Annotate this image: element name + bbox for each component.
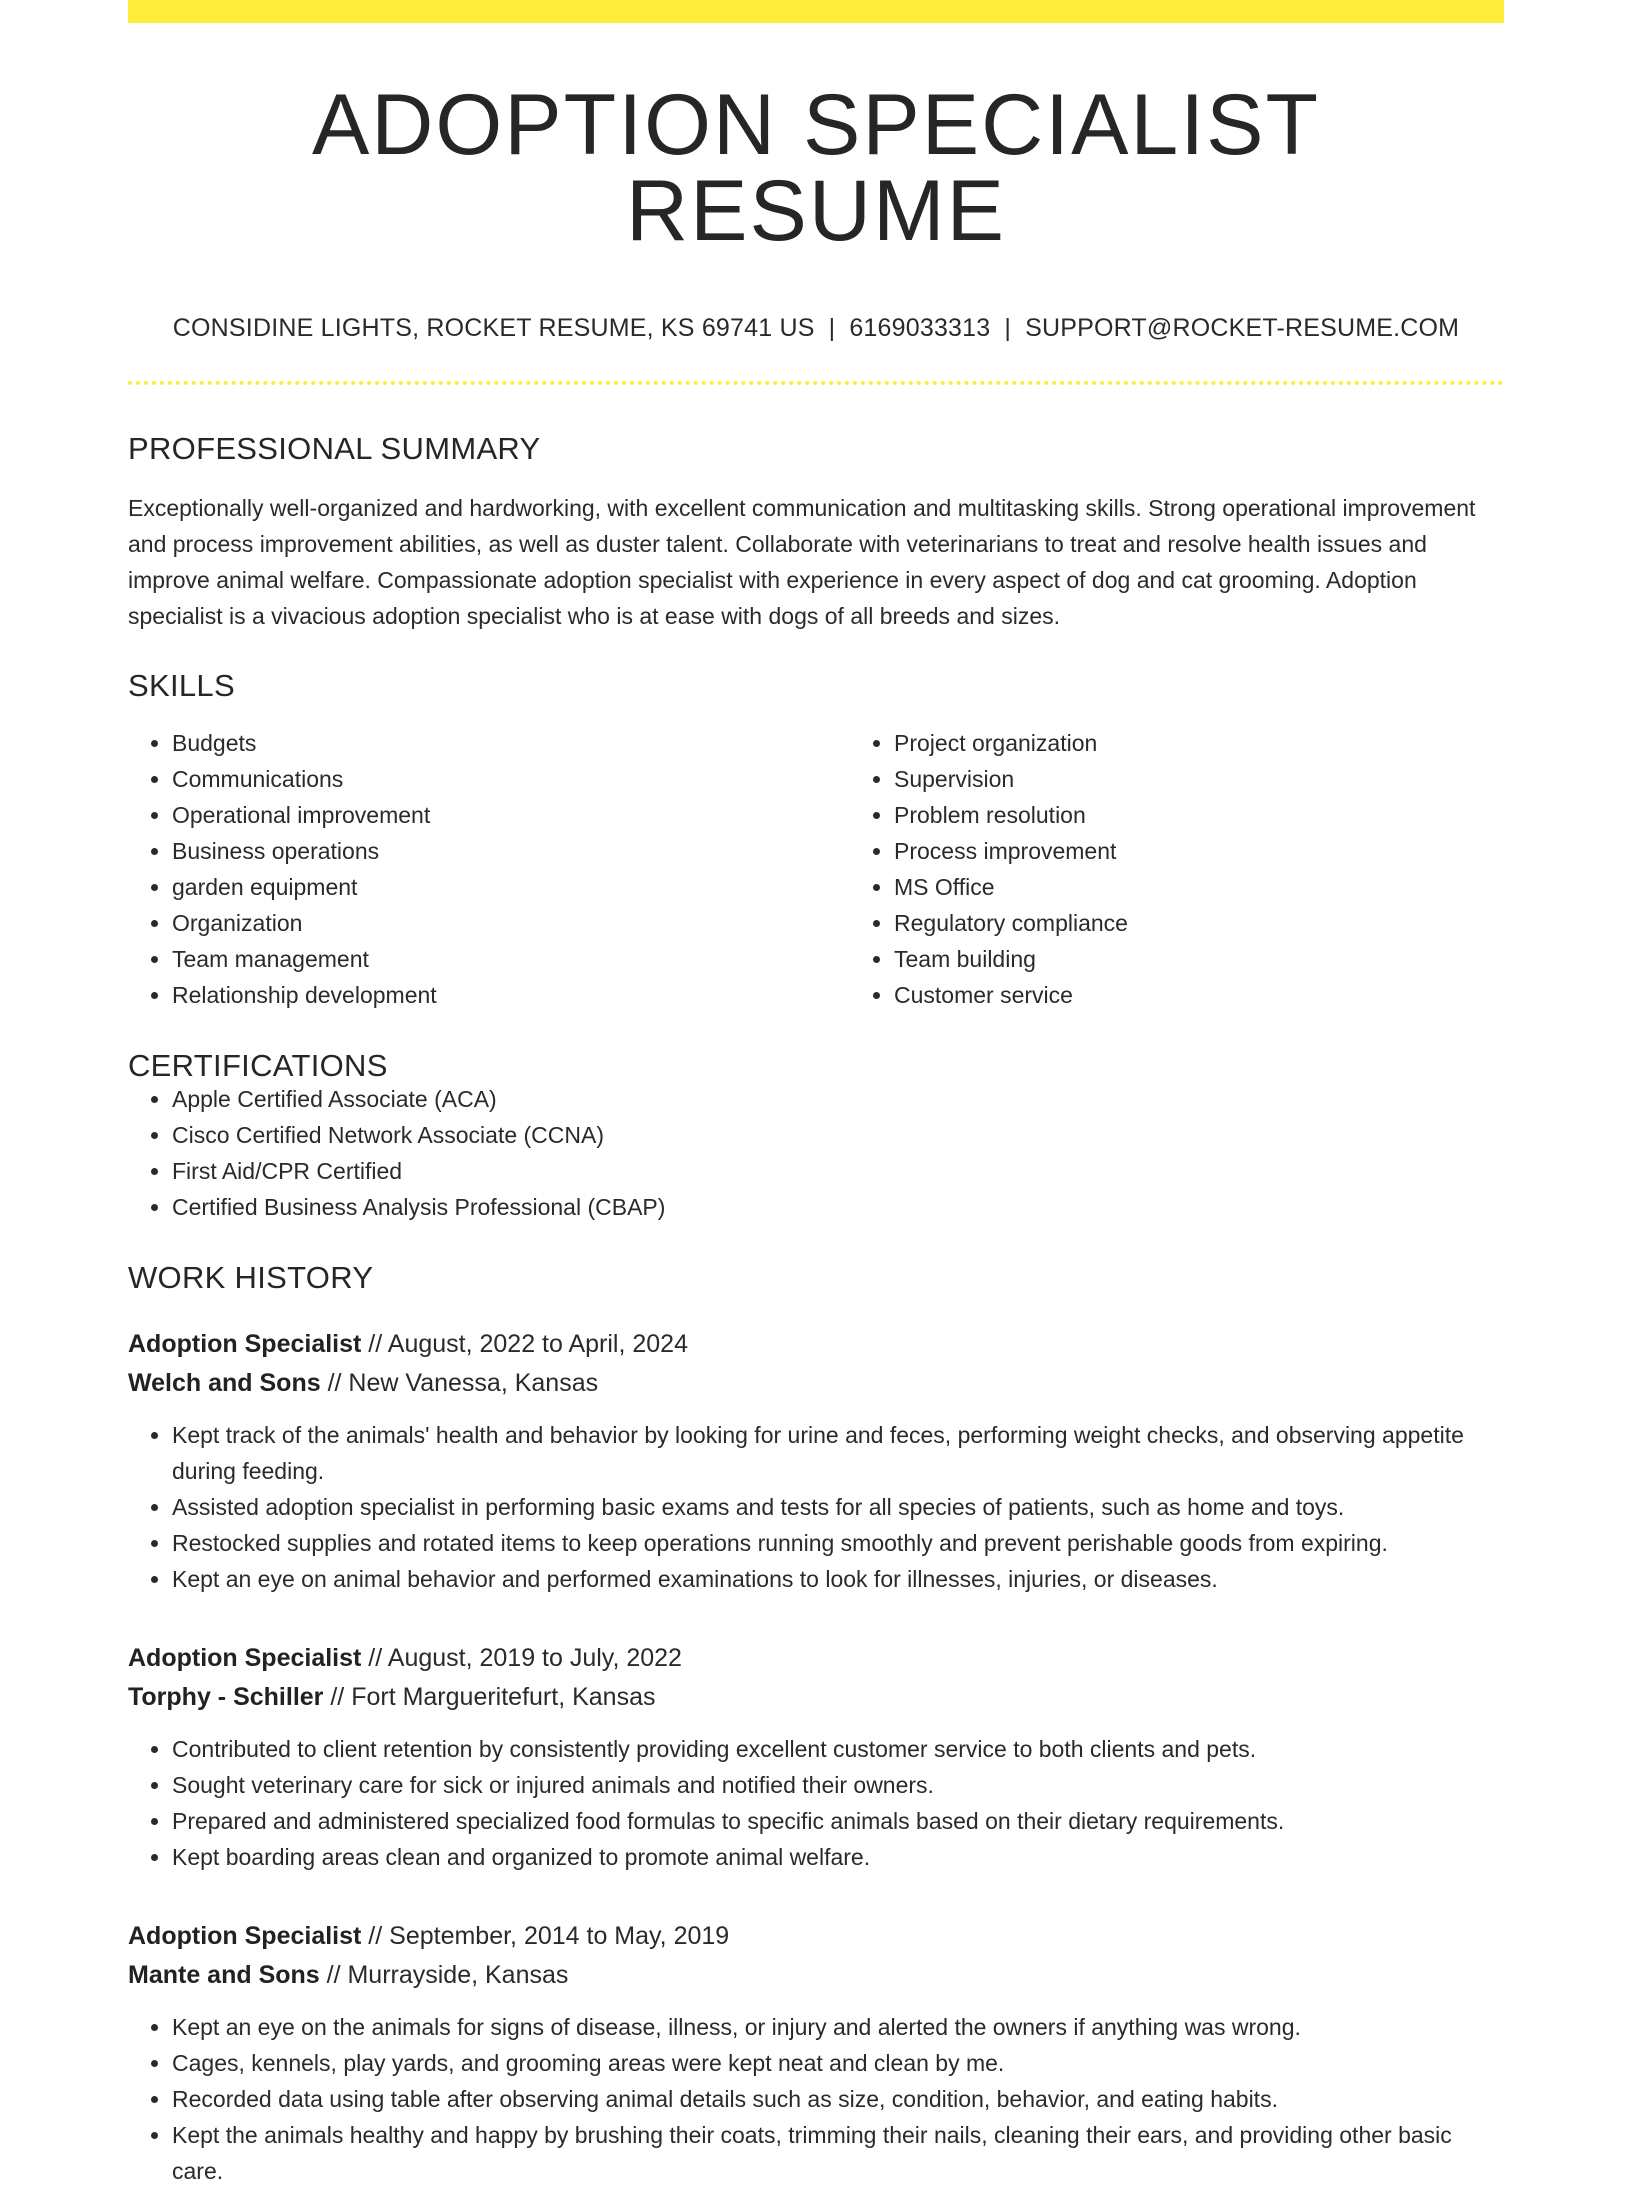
certification-item: • Cisco Certified Network Associate (CCNA) [172, 1117, 1504, 1153]
skill-item: • Project organization [894, 725, 1572, 761]
job-company: Welch and Sons [128, 1369, 321, 1397]
job-title-line [128, 1639, 1504, 1678]
skill-item: • Organization [172, 905, 850, 941]
page-title: ADOPTION SPECIALIST RESUME [311, 77, 1321, 259]
job-duty-item: • Kept an eye on animal behavior and performed examinations to look for illnesses, injuries, or diseases. [172, 1561, 1504, 1597]
job-title: Adoption Specialist [128, 1922, 362, 1950]
contact-line [128, 316, 1504, 341]
job-duty-item: • Assisted adoption specialist in performing basic exams and tests for all species of patients, such as home and toys. [172, 1489, 1504, 1525]
contact-email: SUPPORT@ROCKET-RESUME.COM [1025, 314, 1460, 342]
certifications-section [128, 1050, 1504, 1225]
skills-list-right [850, 725, 1572, 1013]
certifications-heading: CERTIFICATIONS [128, 1048, 388, 1083]
contact-separator: | [1004, 314, 1012, 342]
skill-item: • Supervision [894, 761, 1572, 797]
skill-item: • MS Office [894, 869, 1572, 905]
job-dates: // August, 2022 to April, 2024 [361, 1330, 688, 1358]
work-history-section [128, 1262, 1504, 2189]
summary-heading: PROFESSIONAL SUMMARY [128, 431, 541, 466]
skill-item: • Communications [172, 761, 850, 797]
skill-item: • Team building [894, 941, 1572, 977]
job-dates: // September, 2014 to May, 2019 [361, 1922, 730, 1950]
skills-columns [128, 725, 1504, 1013]
job-duty-item: • Kept track of the animals' health and behavior by looking for urine and feces, performing weight checks, and observing appetite during feeding. [172, 1417, 1504, 1489]
job-duty-item: • Contributed to client retention by consistently providing excellent customer service to both clients and pets. [172, 1731, 1504, 1767]
job-title-line [128, 1917, 1504, 1956]
top-accent-bar [128, 0, 1504, 23]
job-location: // Fort Margueritefurt, Kansas [323, 1683, 656, 1711]
skill-item: • Problem resolution [894, 797, 1572, 833]
job-duty-item: • Kept boarding areas clean and organized to promote animal welfare. [172, 1839, 1504, 1875]
skill-item: • garden equipment [172, 869, 850, 905]
summary-section [128, 433, 1504, 634]
skills-heading: SKILLS [128, 668, 235, 703]
skill-item: • Team management [172, 941, 850, 977]
job-duty-item: • Kept the animals healthy and happy by brushing their coats, trimming their nails, cleaning their ears, and providing other basic care. [172, 2117, 1504, 2189]
job-company-line [128, 1364, 1504, 1403]
job-duty-item: • Prepared and administered specialized food formulas to specific animals based on their dietary requirements. [172, 1803, 1504, 1839]
job-company-line [128, 1678, 1504, 1717]
job-title: Adoption Specialist [128, 1644, 362, 1672]
job-company: Mante and Sons [128, 1961, 320, 1989]
skill-item: • Operational improvement [172, 797, 850, 833]
certifications-list [128, 1081, 1504, 1225]
contact-phone: 6169033313 [849, 314, 991, 342]
job-duty-item: • Kept an eye on the animals for signs of disease, illness, or injury and alerted the owners if anything was wrong. [172, 2009, 1504, 2045]
resume-page [128, 0, 1504, 2189]
skills-section [128, 670, 1504, 1013]
certification-item: • Apple Certified Associate (ACA) [172, 1081, 1504, 1117]
job-company: Torphy - Schiller [128, 1683, 324, 1711]
job-duties-list [128, 1417, 1504, 1597]
certification-item: • Certified Business Analysis Professional (CBAP) [172, 1189, 1504, 1225]
skill-item: • Business operations [172, 833, 850, 869]
job-duty-item: • Recorded data using table after observing animal details such as size, condition, behavior, and eating habits. [172, 2081, 1504, 2117]
skill-item: • Regulatory compliance [894, 905, 1572, 941]
work-history-heading: WORK HISTORY [128, 1260, 374, 1295]
contact-separator: | [828, 314, 836, 342]
job-location: // Murrayside, Kansas [319, 1961, 569, 1989]
skills-list-left [128, 725, 850, 1013]
job-duty-item: • Cages, kennels, play yards, and grooming areas were kept neat and clean by me. [172, 2045, 1504, 2081]
job-title-line [128, 1325, 1504, 1364]
certification-item: • First Aid/CPR Certified [172, 1153, 1504, 1189]
skill-item: • Process improvement [894, 833, 1572, 869]
job-duty-item: • Sought veterinary care for sick or injured animals and notified their owners. [172, 1767, 1504, 1803]
job-location: // New Vanessa, Kansas [320, 1369, 599, 1397]
skill-item: • Budgets [172, 725, 850, 761]
job-duty-item: • Restocked supplies and rotated items to keep operations running smoothly and prevent perishable goods from expiring. [172, 1525, 1504, 1561]
dotted-divider [128, 381, 1504, 385]
contact-address: CONSIDINE LIGHTS, ROCKET RESUME, KS 69741 US [172, 314, 815, 342]
job-entry [128, 1639, 1504, 1875]
summary-text: Exceptionally well-organized and hardworking, with excellent communication and multitasking skills. Strong operational improvement and process improvement abilities, as well as duster talent. Collaborate with veterinarians to treat and resolve health issues and improve animal welfare. Compassionate adoption specialist with experience in every aspect of dog and cat grooming. Adoption specialist is a vivacious adoption specialist who is at ease with dogs of all breeds and sizes. [128, 495, 1476, 629]
job-entry [128, 1917, 1504, 2189]
skill-item: • Relationship development [172, 977, 850, 1013]
skill-item: • Customer service [894, 977, 1572, 1013]
job-title: Adoption Specialist [128, 1330, 362, 1358]
job-duties-list [128, 2009, 1504, 2189]
job-duties-list [128, 1731, 1504, 1875]
job-company-line [128, 1956, 1504, 1995]
job-entry [128, 1325, 1504, 1597]
job-dates: // August, 2019 to July, 2022 [361, 1644, 682, 1672]
